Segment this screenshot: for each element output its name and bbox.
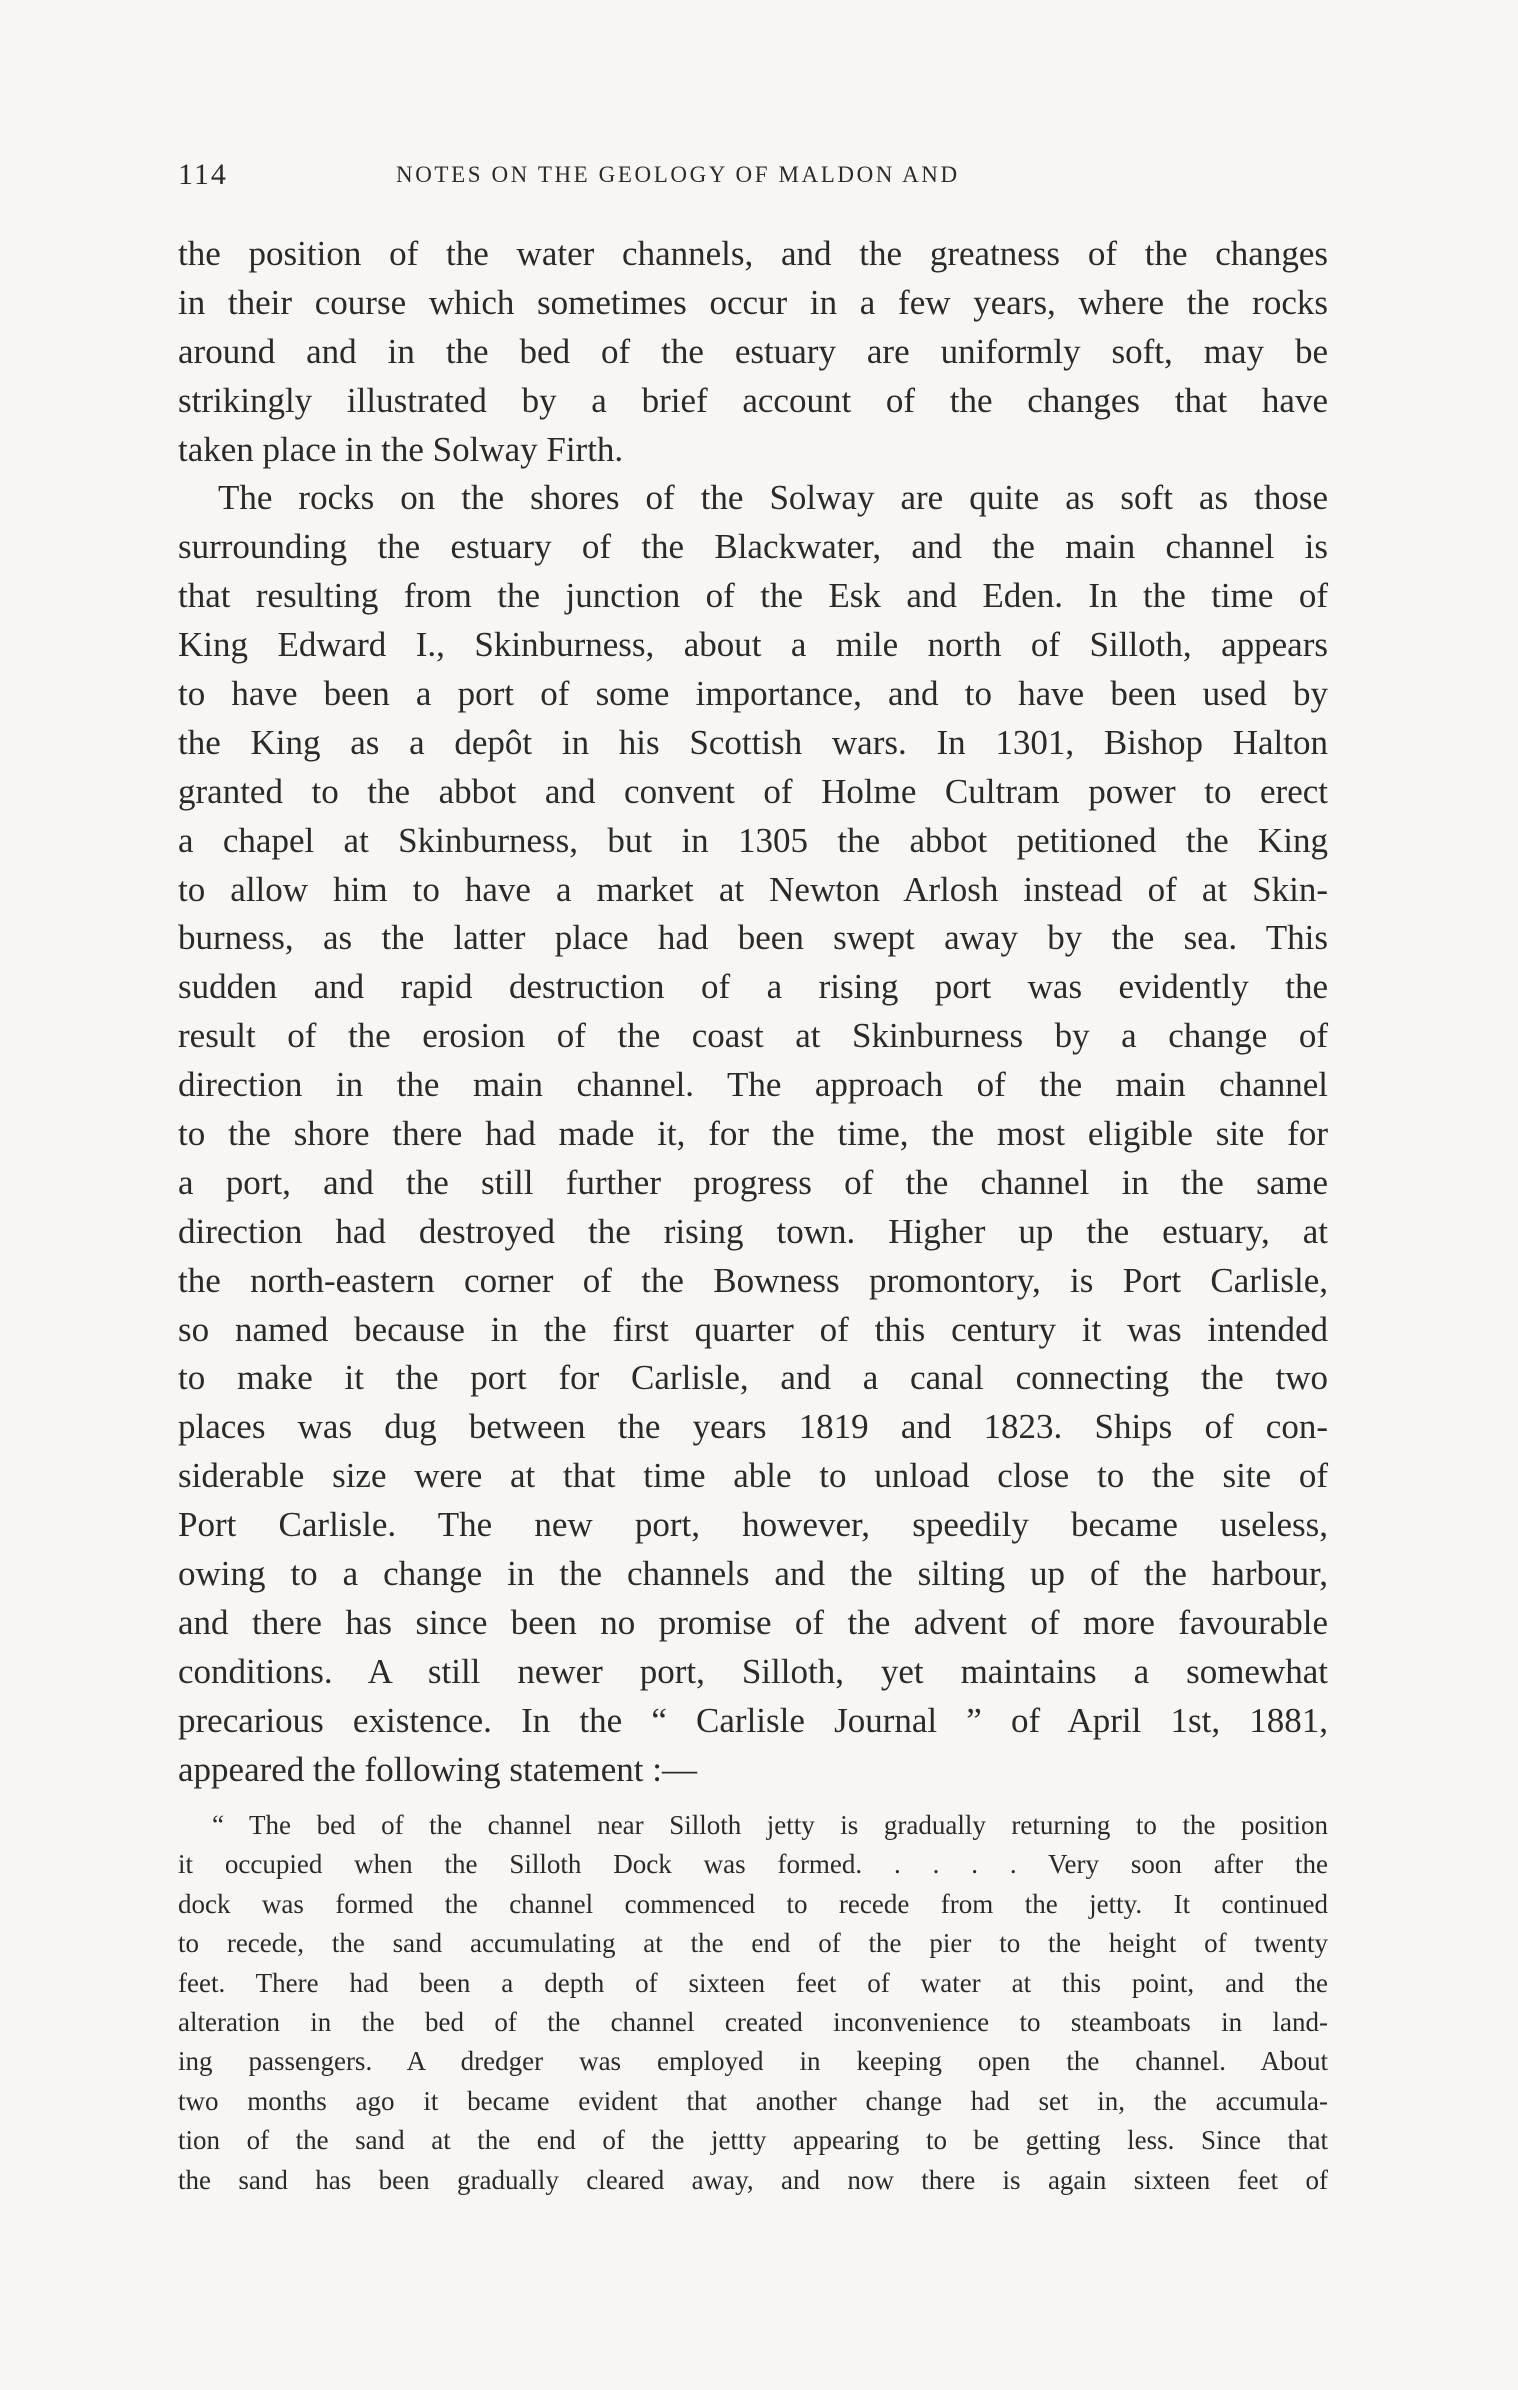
body-line: the position of the water channels, and the greatness of the changes — [178, 234, 1328, 273]
page-header — [178, 158, 1328, 198]
body-line: and there has since been no promise of the advent of more favourable — [178, 1602, 1328, 1642]
quote-line: tion of the sand at the end of the jettty appearing to be getting less. Since that — [178, 2125, 1328, 2156]
body-line: strikingly illustrated by a brief account of the changes that have — [178, 380, 1328, 420]
quote-line: the sand has been gradually cleared away, and now there is again sixteen feet of — [178, 2164, 1328, 2195]
body-line: to allow him to have a market at Newton Arlosh instead of at Skin- — [178, 869, 1328, 909]
body-line: so named because in the first quarter of this century it was intended — [178, 1309, 1328, 1349]
body-line: places was dug between the years 1819 and 1823. Ships of con- — [178, 1407, 1328, 1447]
body-line: Port Carlisle. The new port, however, speedily became useless, — [178, 1505, 1328, 1545]
quote-line: it occupied when the Silloth Dock was formed. . . . . Very soon after the — [178, 1849, 1328, 1880]
body-line: a port, and the still further progress of the channel in the same — [178, 1162, 1328, 1202]
body-line: conditions. A still newer port, Silloth, yet maintains a somewhat — [178, 1651, 1328, 1691]
quote-line: “ The bed of the channel near Silloth jetty is gradually returning to the position — [212, 1810, 1328, 1840]
body-line: the north-eastern corner of the Bowness promontory, is Port Carlisle, — [178, 1260, 1328, 1300]
body-line: that resulting from the junction of the Esk and Eden. In the time of — [178, 576, 1328, 616]
quote-line: feet. There had been a depth of sixteen feet of water at this point, and the — [178, 1967, 1328, 1998]
body-line: The rocks on the shores of the Solway are quite as soft as those — [218, 478, 1328, 518]
page-number: 114 — [178, 158, 228, 191]
running-head: NOTES ON THE GEOLOGY OF MALDON AND — [396, 162, 960, 187]
block-quote — [178, 1806, 1328, 2200]
body-line: burness, as the latter place had been swept away by the sea. This — [178, 918, 1328, 958]
body-line: siderable size were at that time able to unload close to the site of — [178, 1456, 1328, 1496]
body-line: sudden and rapid destruction of a rising port was evidently the — [178, 967, 1328, 1007]
body-line: a chapel at Skinburness, but in 1305 the abbot petitioned the King — [178, 820, 1328, 860]
body-line: the King as a depôt in his Scottish wars. In 1301, Bishop Halton — [178, 722, 1328, 762]
quote-line: dock was formed the channel commenced to recede from the jetty. It continued — [178, 1888, 1328, 1919]
body-line: granted to the abbot and convent of Holme Cultram power to erect — [178, 771, 1328, 811]
body-line: to make it the port for Carlisle, and a canal connecting the two — [178, 1358, 1328, 1398]
quote-line: ing passengers. A dredger was employed in keeping open the channel. About — [178, 2046, 1328, 2077]
body-line: taken place in the Solway Firth. — [178, 429, 624, 469]
body-line: direction in the main channel. The approach of the main channel — [178, 1065, 1328, 1105]
body-line: direction had destroyed the rising town. Higher up the estuary, at — [178, 1211, 1328, 1251]
body-line: around and in the bed of the estuary are uniformly soft, may be — [178, 331, 1328, 371]
body-line: appeared the following statement :— — [178, 1749, 698, 1789]
body-line: owing to a change in the channels and the silting up of the harbour, — [178, 1554, 1328, 1594]
body-line: to have been a port of some importance, and to have been used by — [178, 674, 1328, 714]
body-text — [178, 230, 1328, 1795]
quote-line: to recede, the sand accumulating at the end of the pier to the height of twenty — [178, 1928, 1328, 1959]
body-line: precarious existence. In the “ Carlisle Journal ” of April 1st, 1881, — [178, 1700, 1328, 1740]
body-line: result of the erosion of the coast at Skinburness by a change of — [178, 1016, 1328, 1056]
quote-line: two months ago it became evident that another change had set in, the accumula- — [178, 2085, 1328, 2116]
body-line: in their course which sometimes occur in a few years, where the rocks — [178, 282, 1328, 322]
body-line: to the shore there had made it, for the time, the most eligible site for — [178, 1114, 1328, 1154]
quote-line: alteration in the bed of the channel created inconvenience to steamboats in land- — [178, 2006, 1328, 2037]
body-line: surrounding the estuary of the Blackwater, and the main channel is — [178, 527, 1328, 567]
body-line: King Edward I., Skinburness, about a mile north of Silloth, appears — [178, 625, 1328, 665]
